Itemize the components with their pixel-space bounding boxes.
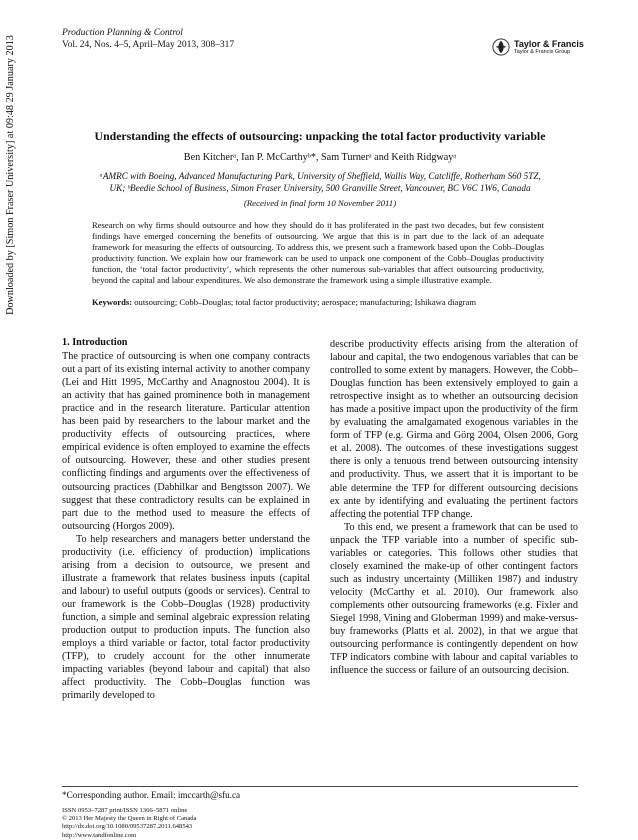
taylor-francis-icon [492,38,510,56]
left-column [62,336,310,702]
body-paragraph: To this end, we present a framework that can be used to unpack the TFP variable into a number of specific sub-variables or categories. This follows other studies that closely examined the make-up of other contingent factors such as industry uncertainty (Milliken 1987) and industry velocity (McCarthy et al. 2010). Our framework also complements other outsourcing frameworks (e.g. Fixler and Siegel 1998, Vining and Globerman 1999) and make-versus-buy frameworks (Platts et al. 2002), in that we argue that outsourcing performance is contingently dependent on how TFP indicators combine with labour and capital variables to influence the success or failure of an outsourcing decision. [330,521,578,677]
affiliation-line: UK; ᵇBeedie School of Business, Simon Fraser University, 500 Granville Street, Vancouver, BC V6C 1W6, Canada [109,183,531,193]
publication-info [62,807,196,840]
article-authors: Ben Kitcherᵃ, Ian P. McCarthyᵇ*, Sam Turnerᵃ and Keith Ridgwayᵃ [183,152,457,163]
right-column [330,338,578,677]
body-paragraph: describe productivity effects arising from the alteration of labour and capital, the two endogenous variables that can be controlled to some extent by managers. However, the Cobb–Douglas function has been extensively employed to gain a retrospective insight as to whether an outsourcing decision has made a positive impact upon the productivity of the firm by evaluating the amalgamated exogenous variables in the form of TFP (e.g. Girma and Görg 2004, Olsen 2006, Gorg et al. 2008). The outcomes of these investigations suggest there is only a tenuous trend between outsourcing intensity and productivity. Thus, we assert that it is important to be able determine the TFP for different outsourcing decisions ex ante by identifying and evaluating the pertinent factors affecting the potential TFP change. [330,339,578,520]
copyright-line: © 2013 Her Majesty the Queen in Right of Canada [62,815,197,823]
journal-title: Production Planning & Control [62,28,183,38]
publisher-url-link[interactable]: http://www.tandfonline.com [62,831,137,839]
doi-link[interactable]: http://dx.doi.org/10.1080/09537287.2011.648543 [62,823,193,831]
publisher-logo [492,38,584,56]
publisher-group: Taylor & Francis Group [514,48,571,55]
corresponding-author-footnote: *Corresponding author. Email: imccarth@sfu.ca [62,790,241,800]
body-paragraph: To help researchers and managers better understand the productivity (i.e. efficiency of production) implications arising from a decision to outsource, we present and illustrate a framework that relates business inputs (capital and labour) to useful outputs (goods or services). Central to our framework is the Cobb–Douglas (1928) productivity function, a simple and seminal algebraic expression relating production output to production inputs. The function also employs a third variable or factor, total factor productivity (TFP), to crudely account for the other innumerate impacting variables (beyond labour and capital) that also affect productivity. The Cobb–Douglas function was primarily developed to [62,533,310,702]
abstract: Research on why firms should outsource and how they should do it has proliferated in the past two decades, but few consistent findings have emerged concerning the benefits of outsourcing. We argue that this is in part due to the lack of an adequate framework for measuring the effects of outsourcing. To address this, we present such a framework based upon the Cobb–Douglas productivity function. We explain how our framework can be used to unpack one component of the Cobb–Douglas productivity function, the ‘total factor productivity’, which represents the other numerous sub-variables that affect outsourcing productivity, beyond the capital and labour expenditures. We also demonstrate the framework using a simple illustrative example. [92,220,544,286]
footnote-divider [62,786,578,787]
keywords [92,297,552,307]
article-title: Understanding the effects of outsourcing: unpacking the total factor productivity variable [94,129,546,143]
publisher-name: Taylor & Francis [514,38,584,49]
journal-volume-line: Vol. 24, Nos. 4–5, April–May 2013, 308–317 [62,40,235,50]
download-note: Downloaded by [Simon Fraser University] at 09:48 29 January 2013 [5,35,16,315]
affiliation-line: ᵃAMRC with Boeing, Advanced Manufacturing Park, University of Sheffield, Wallis Way, Catcliffe, Rotherham S60 5TZ, [99,171,541,181]
keywords-list: outsourcing; Cobb–Douglas; total factor productivity; aerospace; manufacturing; Ishikawa diagram [132,297,477,307]
body-paragraph: The practice of outsourcing is when one company contracts out a part of its existing internal activity to another company (Lei and Hitt 1995, McCarthy and Anagnostou 2004). It is an activity that has gained prominence both in management practice and in the research literature. Particular attention has been paid by researchers to the labour market and the productivity effects of outsourcing practices, where empirical evidence is often employed to examine the effects of outsourcing. However, these and other studies present conflicting findings and arguments over the effectiveness of outsourcing practices (Dabhilkar and Bengtsson 2007). We suggest that these contradictory results can be explained in part due to the method used to measure the effects of outsourcing (Horgos 2009). [62,351,310,532]
keywords-label: Keywords: [92,297,133,307]
issn-line: ISSN 0953–7287 print/ISSN 1366–5871 online [62,807,188,814]
journal-header [62,27,234,51]
received-date: (Received in final form 10 November 2011) [243,198,397,208]
author-affiliations [90,170,550,194]
section-heading: 1. Introduction [62,337,128,348]
